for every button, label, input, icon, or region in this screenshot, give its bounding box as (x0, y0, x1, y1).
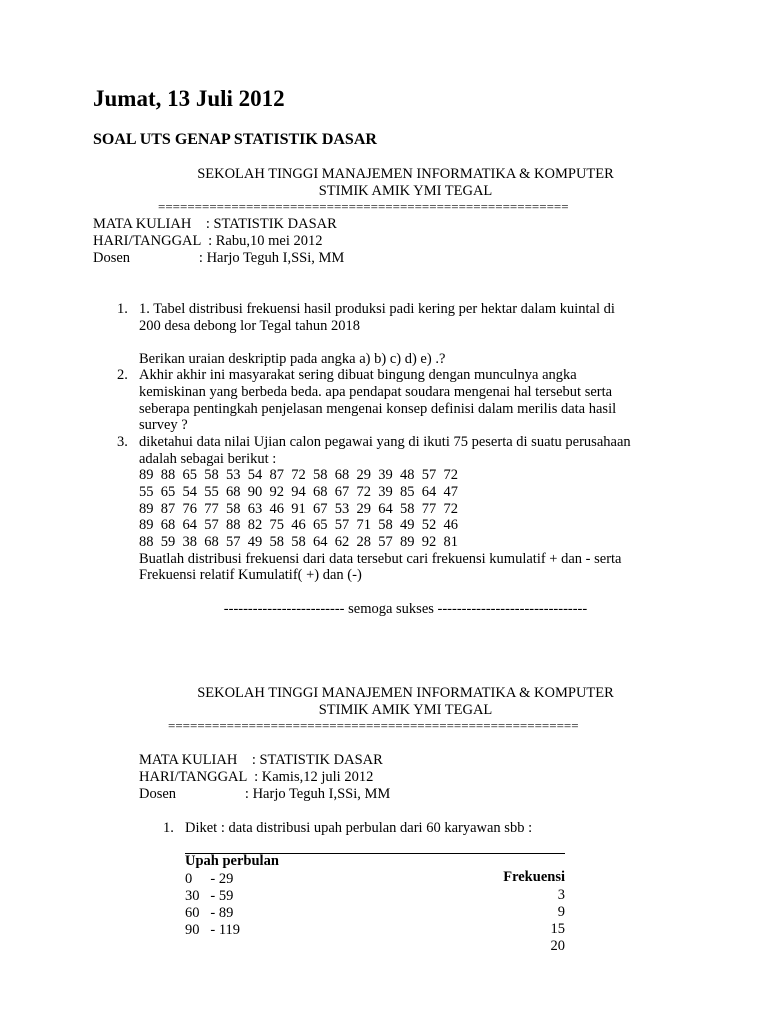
exam-title: SOAL UTS GENAP STATISTIK DASAR (93, 131, 377, 148)
separator-2: ======================================================== (168, 718, 579, 733)
closing-line: ------------------------- semoga sukses ------------------------------- (223, 601, 588, 617)
freq-cell: 15 (550, 921, 565, 937)
freq-cell: 9 (557, 904, 565, 920)
separator-1: ======================================================== (158, 199, 569, 214)
q2-number: 2. (117, 367, 128, 383)
header-underline (185, 853, 565, 854)
q3-text-line: Buatlah distribusi frekuensi dari data tersebut cari frekuensi kumulatif + dan - serta (139, 551, 622, 567)
q1-text-line: 200 desa debong lor Tegal tahun 2018 (139, 318, 361, 334)
school-branch-2: STIMIK AMIK YMI TEGAL (318, 702, 493, 718)
q1-text-line: 1. Tabel distribusi frekuensi hasil produksi padi kering per hektar dalam kuintal di (139, 301, 615, 317)
q2-text-line: Akhir akhir ini masyarakat sering dibuat bingung dengan munculnya angka (139, 367, 577, 383)
wage-table (185, 837, 565, 954)
q2-text-line: survey ? (139, 417, 188, 433)
header-range: Upah perbulan (185, 853, 279, 869)
s2-q1-number: 1. (163, 820, 174, 836)
range-cell: 0 - 29 (185, 871, 234, 887)
range-cell: 90 - 119 (185, 922, 241, 938)
q1-text-line: Berikan uraian deskriptip pada angka a) b) c) d) e) .? (139, 351, 446, 367)
dosen-2: Dosen : Harjo Teguh I,SSi, MM (139, 786, 391, 802)
mata-kuliah-1: MATA KULIAH : STATISTIK DASAR (93, 216, 337, 232)
header-frequency: Frekuensi (503, 869, 565, 885)
dosen-1: Dosen : Harjo Teguh I,SSi, MM (93, 250, 345, 266)
s2-q1-text: Diket : data distribusi upah perbulan dari 60 karyawan sbb : (185, 820, 533, 836)
freq-cell: 20 (550, 938, 565, 954)
date-heading: Jumat, 13 Juli 2012 (93, 86, 285, 111)
range-cell: 30 - 59 (185, 888, 234, 904)
data-row: 89 87 76 77 58 63 46 91 67 53 29 64 58 77 72 (139, 501, 458, 517)
q2-text-line: kemiskinan yang berbeda beda. apa pendapat soudara mengenai hal tersebut serta (139, 384, 613, 400)
mata-kuliah-2: MATA KULIAH : STATISTIK DASAR (139, 752, 383, 768)
q1-number: 1. (117, 301, 128, 317)
school-name-2: SEKOLAH TINGGI MANAJEMEN INFORMATIKA & KOMPUTER (197, 685, 614, 701)
q3-number: 3. (117, 434, 128, 450)
data-row: 89 68 64 57 88 82 75 46 65 57 71 58 49 52 46 (139, 517, 458, 533)
data-row: 89 88 65 58 53 54 87 72 58 68 29 39 48 57 72 (139, 467, 458, 483)
q3-text-line: adalah sebagai berikut : (139, 451, 277, 467)
hari-tanggal-1: HARI/TANGGAL : Rabu,10 mei 2012 (93, 233, 323, 249)
school-name-1: SEKOLAH TINGGI MANAJEMEN INFORMATIKA & KOMPUTER (197, 166, 614, 182)
hari-tanggal-2: HARI/TANGGAL : Kamis,12 juli 2012 (139, 769, 374, 785)
q3-text-line: Frekuensi relatif Kumulatif( +) dan (-) (139, 567, 362, 583)
q2-text-line: seberapa pentingkah penjelasan mengenai konsep definisi dalam merilis data hasil (139, 401, 617, 417)
data-row: 55 65 54 55 68 90 92 94 68 67 72 39 85 64 47 (139, 484, 458, 500)
data-row: 88 59 38 68 57 49 58 58 64 62 28 57 89 92 81 (139, 534, 458, 550)
school-branch-1: STIMIK AMIK YMI TEGAL (318, 183, 493, 199)
range-cell: 60 - 89 (185, 905, 234, 921)
freq-cell: 3 (557, 887, 565, 903)
q3-text-line: diketahui data nilai Ujian calon pegawai yang di ikuti 75 peserta di suatu perusahaan (139, 434, 631, 450)
